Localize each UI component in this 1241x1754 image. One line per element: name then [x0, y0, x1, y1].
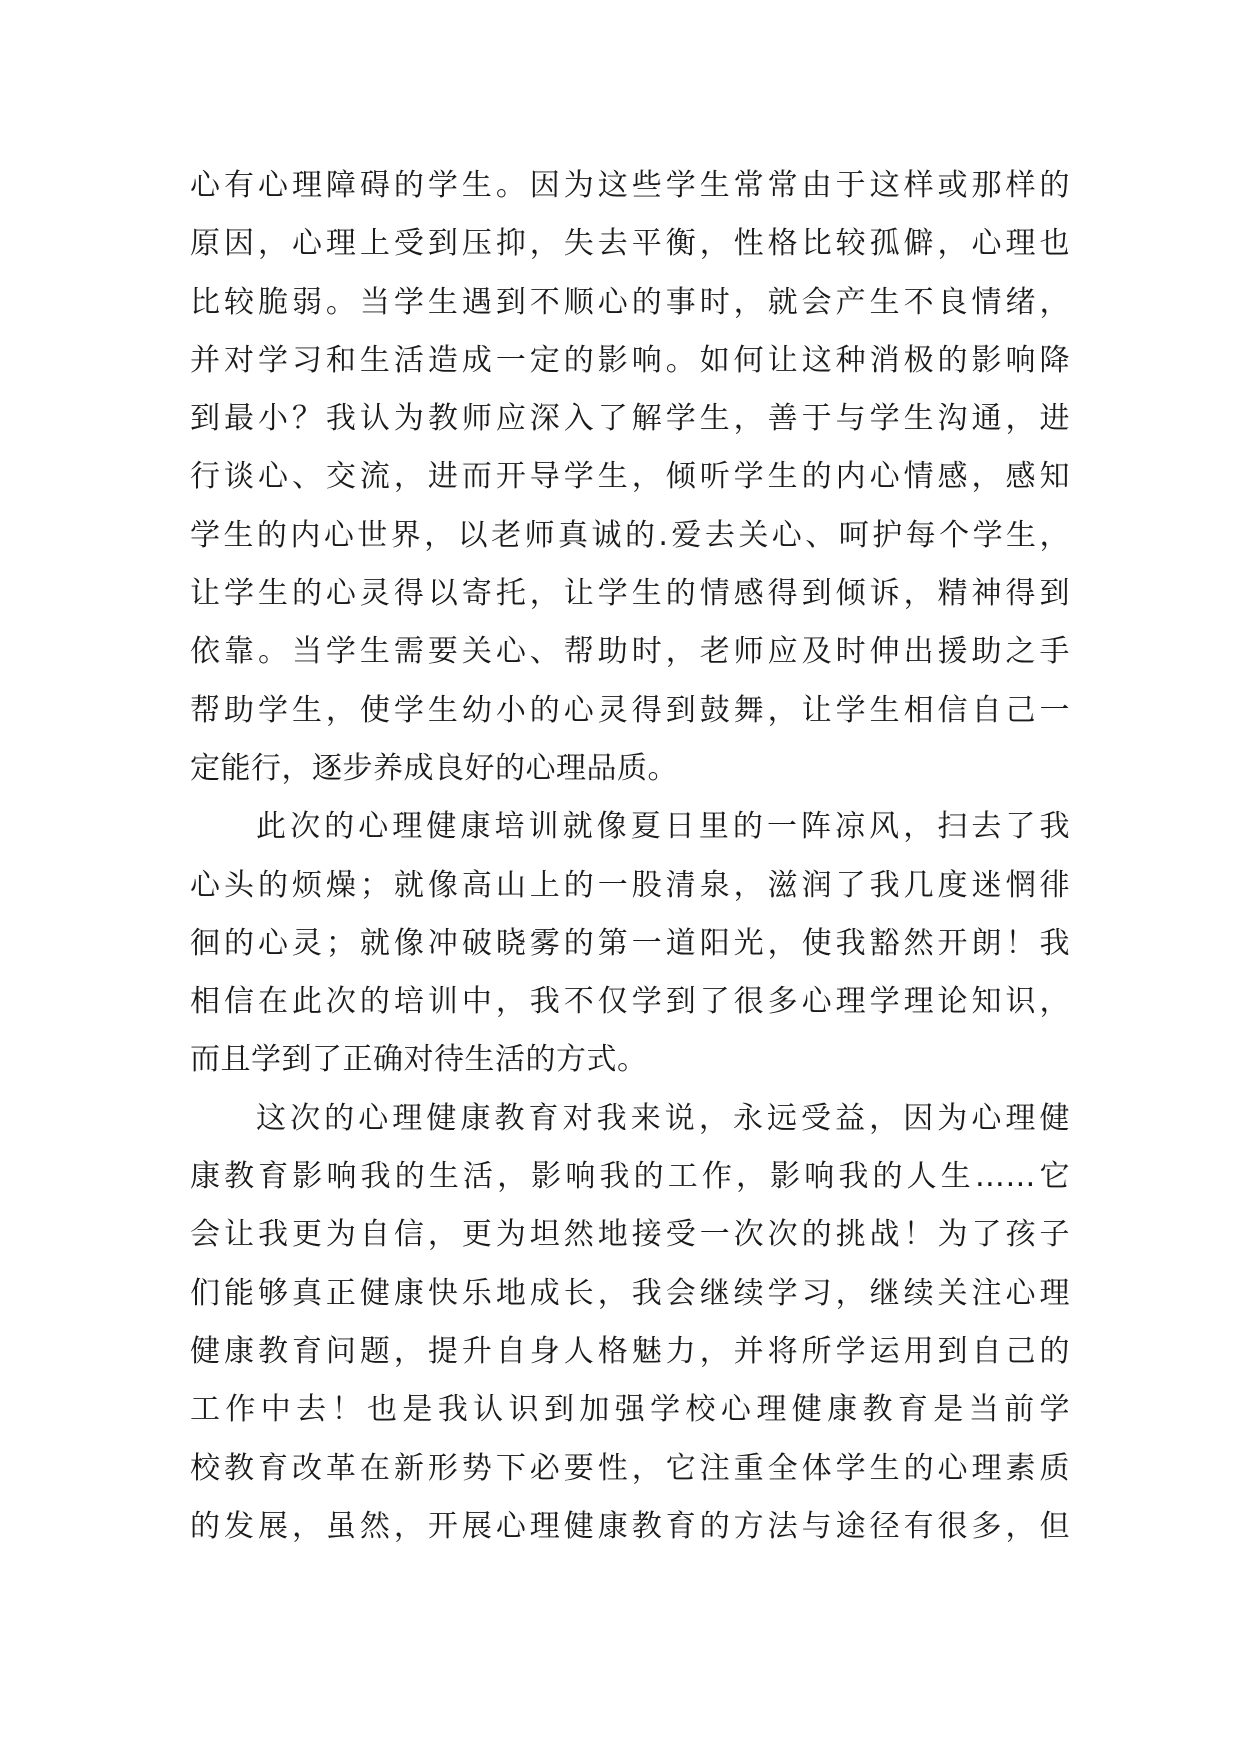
text-line: 校教育改革在新形势下必要性，它注重全体学生的心理素质	[190, 1450, 1070, 1486]
text-line: 相信在此次的培训中，我不仅学到了很多心理学理论知识，	[190, 984, 1070, 1020]
text-line: 原因，心理上受到压抑，失去平衡，性格比较孤僻，心理也	[190, 226, 1070, 262]
text-line: 到最小？我认为教师应深入了解学生，善于与学生沟通，进	[190, 401, 1070, 437]
text-line: 比较脆弱。当学生遇到不顺心的事时，就会产生不良情绪，	[190, 284, 1070, 320]
text-line: 这次的心理健康教育对我来说，永远受益，因为心理健	[256, 1100, 1070, 1136]
text-line: 定能行，逐步养成良好的心理品质。	[190, 750, 678, 786]
text-line: 心头的烦燥；就像高山上的一股清泉，滋润了我几度迷惘徘	[190, 867, 1070, 903]
text-line: 行谈心、交流，进而开导学生，倾听学生的内心情感，感知	[190, 459, 1070, 495]
text-line: 而且学到了正确对待生活的方式。	[190, 1042, 648, 1078]
text-line: 康教育影响我的生活，影响我的工作，影响我的人生……它	[190, 1159, 1070, 1195]
text-line: 帮助学生，使学生幼小的心灵得到鼓舞，让学生相信自己一	[190, 692, 1070, 728]
text-line: 学生的内心世界，以老师真诚的.爱去关心、呵护每个学生，	[190, 517, 1070, 553]
text-line: 的发展，虽然，开展心理健康教育的方法与途径有很多，但	[190, 1508, 1070, 1544]
text-line: 们能够真正健康快乐地成长，我会继续学习，继续关注心理	[190, 1275, 1070, 1311]
text-line: 让学生的心灵得以寄托，让学生的情感得到倾诉，精神得到	[190, 576, 1070, 612]
text-line: 心有心理障碍的学生。因为这些学生常常由于这样或那样的	[190, 168, 1070, 203]
text-line: 健康教育问题，提升自身人格魅力，并将所学运用到自己的	[190, 1333, 1070, 1369]
text-line: 徊的心灵；就像冲破晓雾的第一道阳光，使我豁然开朗！我	[190, 925, 1070, 961]
text-line: 并对学习和生活造成一定的影响。如何让这种消极的影响降	[190, 342, 1070, 378]
document-body	[190, 157, 1070, 1556]
text-line: 会让我更为自信，更为坦然地接受一次次的挑战！为了孩子	[190, 1217, 1070, 1253]
text-line: 此次的心理健康培训就像夏日里的一阵凉风，扫去了我	[256, 809, 1070, 845]
text-line: 依靠。当学生需要关心、帮助时，老师应及时伸出援助之手	[190, 634, 1070, 670]
text-line: 工作中去！也是我认识到加强学校心理健康教育是当前学	[190, 1392, 1070, 1428]
